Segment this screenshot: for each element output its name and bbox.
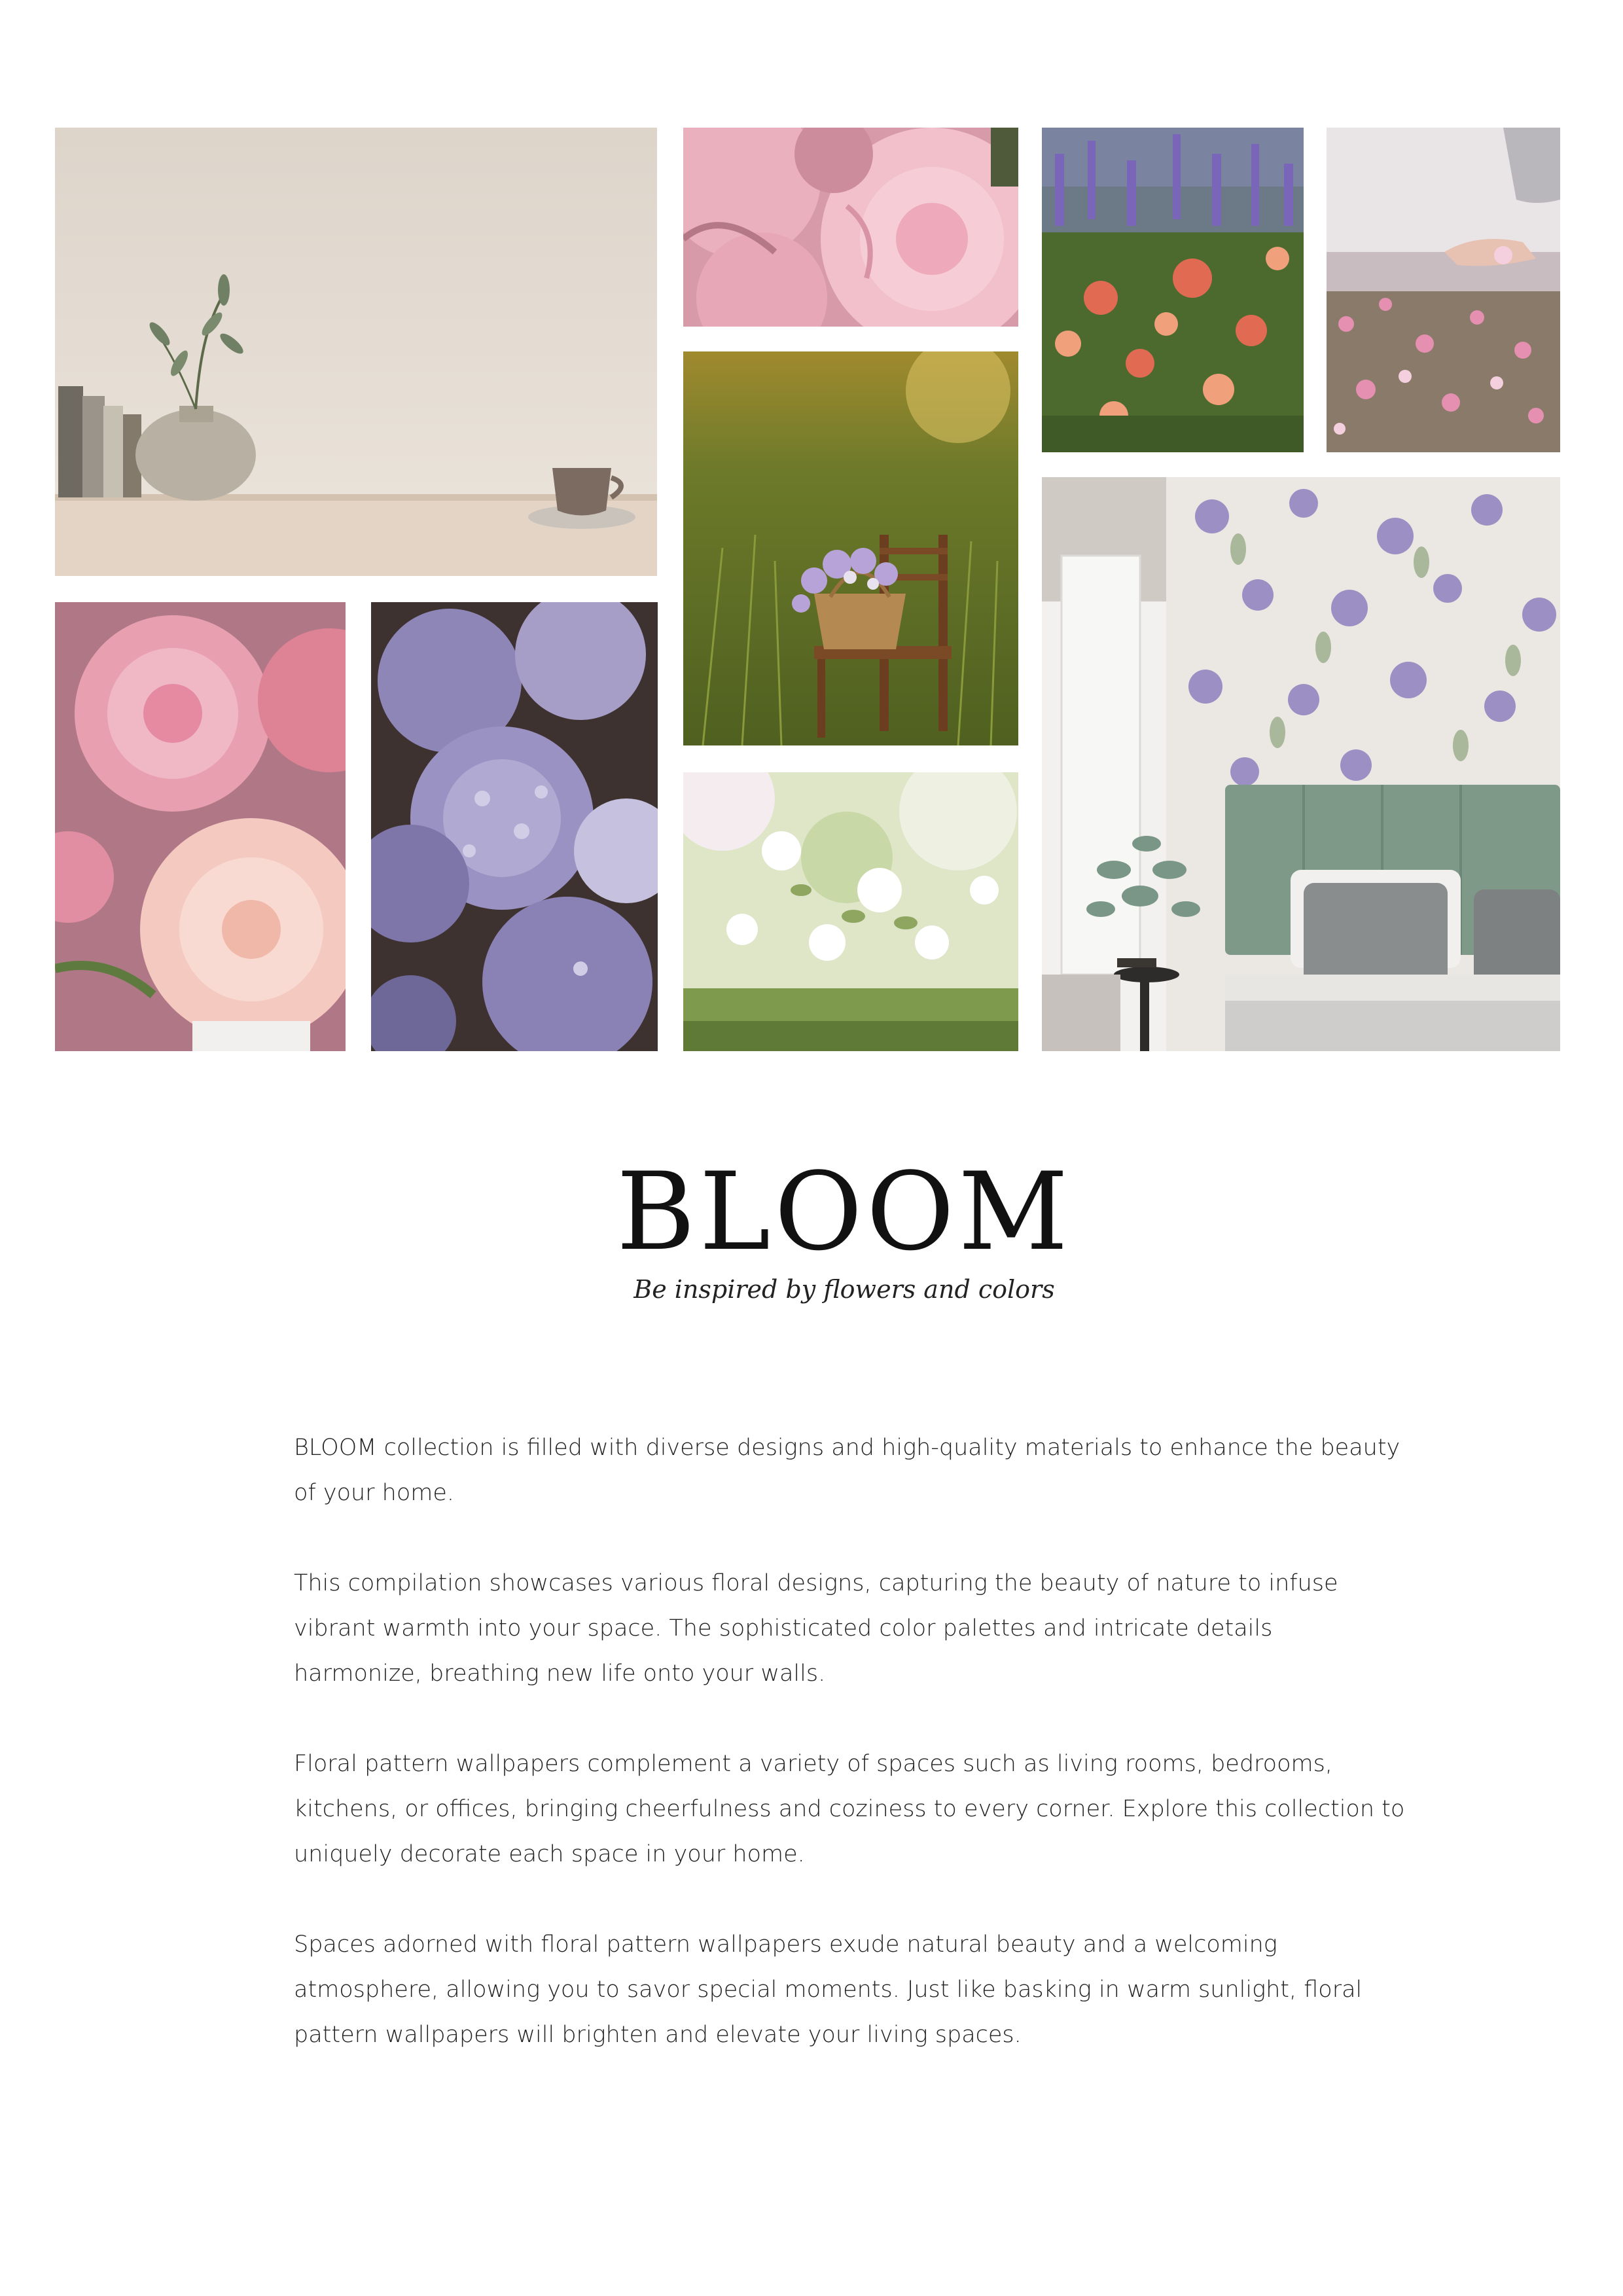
collection-tagline: Be inspired by flowers and colors: [633, 1275, 1055, 1304]
photo-hand-cosmos-field: [1327, 128, 1560, 452]
photo-wildflower-meadow: [1042, 128, 1304, 452]
collection-title: BLOOM: [616, 1149, 1073, 1274]
description-paragraph: This compilation showcases various floral designs, capturing the beauty of nature to infuse vibrant warmth into your space. The sophisticated color palettes and intricate details harmonize, breathing new life onto your walls.: [294, 1570, 1338, 1687]
photo-hydrangeas: [371, 602, 658, 1051]
description-paragraph: BLOOM collection is filled with diverse designs and high-quality materials to enhance the beauty of your home.: [294, 1435, 1400, 1506]
photo-chair-basket-meadow: [683, 351, 1018, 745]
photo-pink-peonies: [683, 128, 1018, 327]
photo-bedroom-floral-wallpaper: [1042, 477, 1560, 1051]
description-paragraph: Floral pattern wallpapers complement a variety of spaces such as living rooms, bedrooms, kitchens, or offices, bringing cheerfulness and coziness to every corner. Explore this collection to uniquely decorate each space in your home.: [294, 1751, 1405, 1867]
description-paragraph: Spaces adorned with floral pattern wallpapers exude natural beauty and a welcoming atmosphere, allowing you to savor special moments. Just like basking in warm sunlight, floral pattern wallpapers will brighten and elevate your living spaces.: [294, 1931, 1363, 2048]
photo-shelf-vase: [55, 128, 657, 576]
photo-pink-dahlias: [55, 602, 346, 1051]
photo-white-blossom: [683, 772, 1018, 1051]
collection-description: [294, 1426, 1406, 2103]
